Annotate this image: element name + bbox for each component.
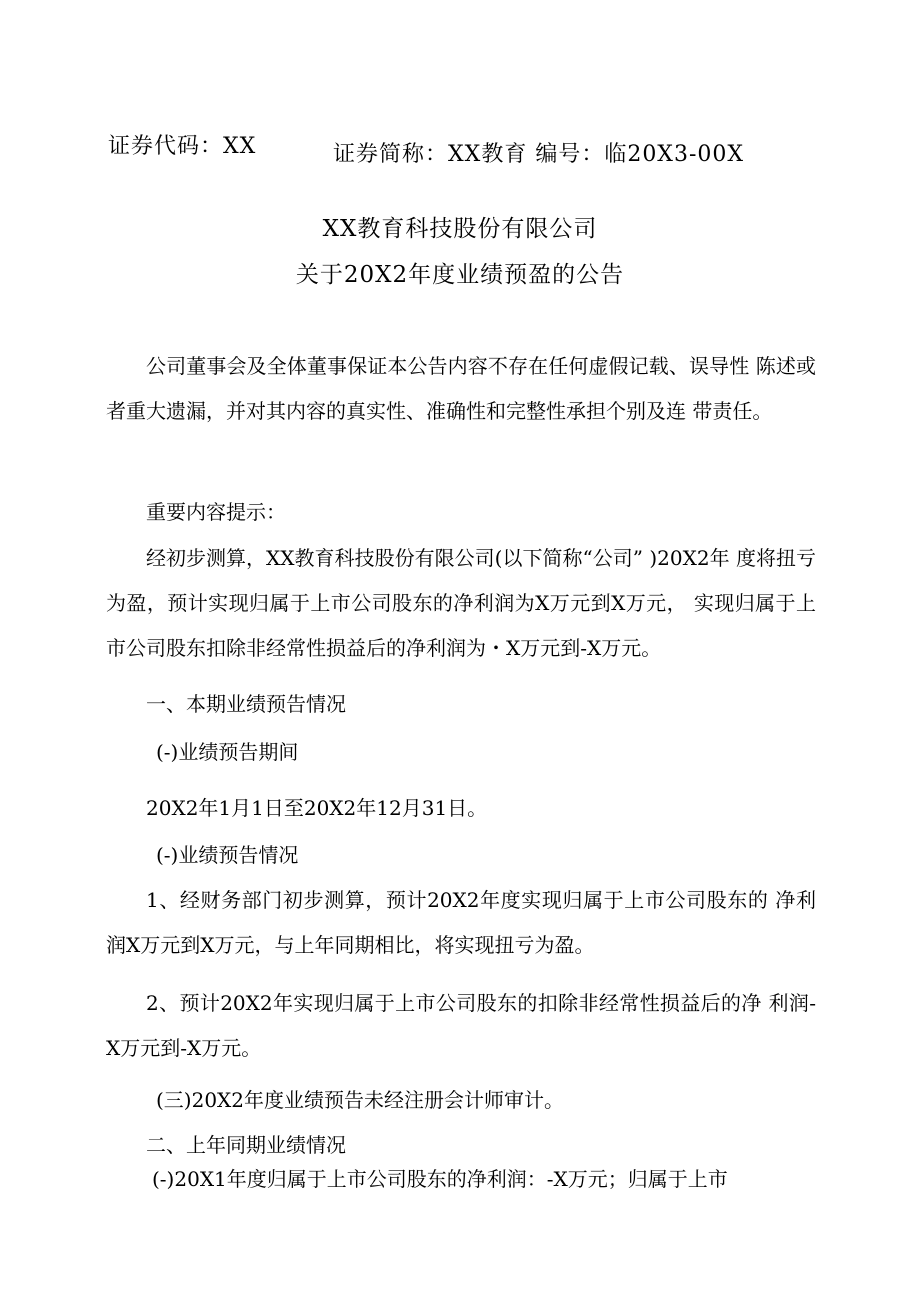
forecast-period: 20X2年1月1日至20X2年12月31日。 — [146, 796, 488, 820]
key-tips-text: 经初步测算，XX教育科技股份有限公司(以下简称“公司” )20X2年 度将扭亏为盈，预计实现归属于上市公司股东的净利润为X万元到X万元， 实现归属于上市公司股东扣除非经常性损益后的净利润为・X万元到-X万元。 — [106, 546, 816, 660]
board-statement: 公司董事会及全体董事保证本公告内容不存在任何虚假记载、误导性 陈述或者重大遗漏，并对其内容的真实性、准确性和完整性承担个别及连 带责任。 — [106, 354, 816, 423]
forecast-item-2: 2、预计20X2年实现归属于上市公司股东的扣除非经常性损益后的净 利润-X万元到-X万元。 — [106, 991, 816, 1060]
security-code: 证券代码：XX — [108, 134, 257, 159]
key-tips-heading: 重要内容提示： — [146, 500, 286, 524]
section2-heading: 二、上年同期业绩情况 — [146, 1133, 346, 1157]
audit-note: (三)20X2年度业绩预告未经注册会计师审计。 — [156, 1088, 565, 1112]
sub2-heading: (-)业绩预告情况 — [156, 843, 299, 867]
section1-heading: 一、本期业绩预告情况 — [146, 692, 346, 716]
company-name-title: XX教育科技股份有限公司 — [322, 216, 598, 242]
announcement-title: 关于20X2年度业绩预盈的公告 — [295, 262, 625, 288]
security-abbrev-and-number: 证券简称：XX教育 编号：临20X3-00X — [333, 142, 745, 167]
prior-year-results: (-)20X1年度归属于上市公司股东的净利润：-X万元；归属于上市 — [152, 1167, 728, 1191]
forecast-item-1: 1、经财务部门初步测算，预计20X2年度实现归属于上市公司股东的 净利润X万元到X万元，与上年同期相比，将实现扭亏为盈。 — [106, 888, 816, 957]
sub1-heading: (-)业绩预告期间 — [156, 740, 299, 764]
